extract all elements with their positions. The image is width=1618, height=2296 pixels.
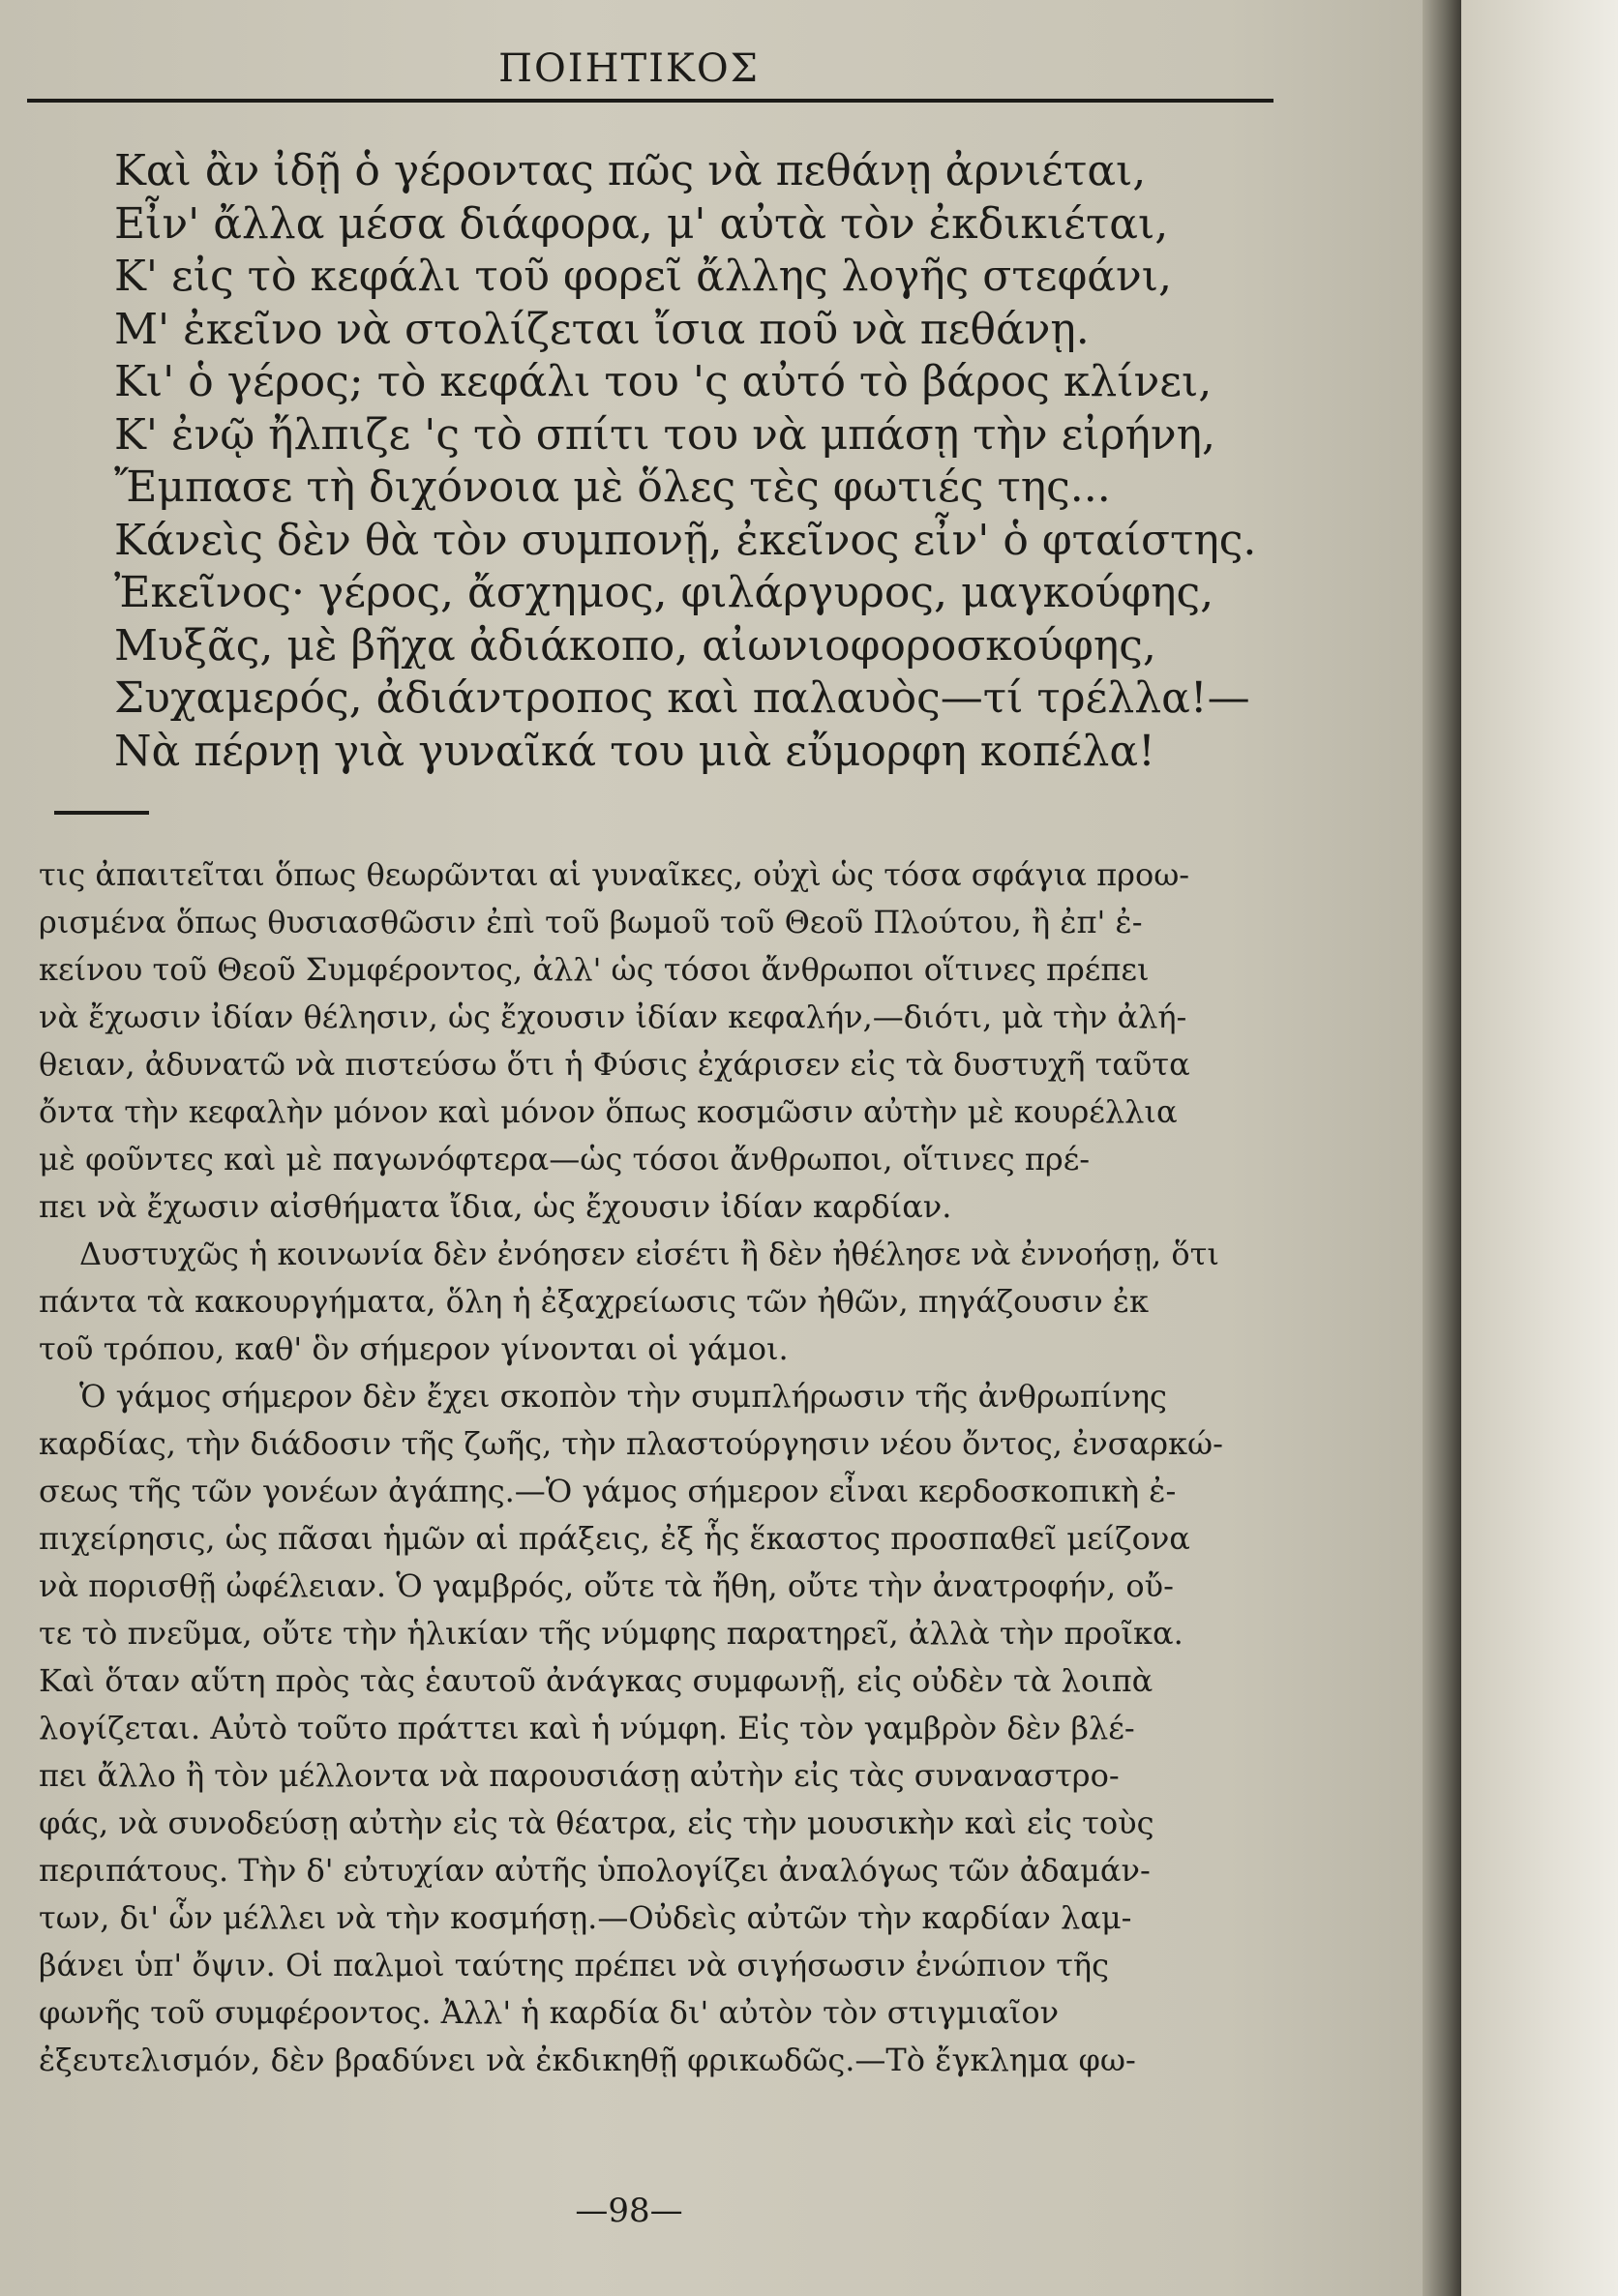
poem-line: Κ' εἰς τὸ κεφάλι τοῦ φορεῖ ἄλλης λογῆς στεφάνι, [114, 252, 1172, 301]
poem-line: Μ' ἐκεῖνο νὰ στολίζεται ἴσια ποῦ νὰ πεθάνῃ. [114, 304, 1090, 354]
prose-line: των, δι' ὧν μέλλει νὰ τὴν κοσμήσῃ.—Οὐδεὶς αὐτῶν τὴν καρδίαν λαμ- [39, 1899, 1132, 1936]
poem-block [114, 145, 1275, 778]
poem-line: Ἔμπασε τὴ διχόνοια μὲ ὅλες τὲς φωτιές της... [114, 462, 1111, 512]
prose-line: Ὁ γάμος σήμερον δὲν ἔχει σκοπὸν τὴν συμπλήρωσιν τῆς ἀνθρωπίνης [79, 1378, 1167, 1415]
prose-line: Δυστυχῶς ἡ κοινωνία δὲν ἐνόησεν εἰσέτι ἢ δὲν ἠθέλησε νὰ ἐννοήσῃ, ὅτι [79, 1236, 1219, 1272]
poem-line: Εἶν' ἄλλα μέσα διάφορα, μ' αὐτὰ τὸν ἐκδικιέται, [114, 198, 1169, 249]
poem-line: Κάνεὶς δὲν θὰ τὸν συμπονῇ, ἐκεῖνος εἶν' ὁ φταίστης. [114, 515, 1257, 565]
prose-line: φάς, νὰ συνοδεύσῃ αὐτὴν εἰς τὰ θέατρα, εἰς τὴν μουσικὴν καὶ εἰς τοὺς [39, 1804, 1154, 1841]
prose-line: πάντα τὰ κακουργήματα, ὅλη ἡ ἐξαχρείωσις τῶν ἠθῶν, πηγάζουσιν ἐκ [39, 1283, 1150, 1320]
poem-line: Ἐκεῖνος· γέρος, ἄσχημος, φιλάργυρος, μαγκούφης, [114, 568, 1214, 617]
page-number: —98— [575, 2192, 683, 2230]
book-gutter-shadow [1423, 0, 1461, 2296]
prose-line: περιπάτους. Τὴν δ' εὐτυχίαν αὐτῆς ὑπολογίζει ἀναλόγως τῶν ἀδαμάν- [39, 1852, 1151, 1889]
prose-line: θειαν, ἀδυνατῶ νὰ πιστεύσω ὅτι ἡ Φύσις ἐχάρισεν εἰς τὰ δυστυχῆ ταῦτα [39, 1046, 1190, 1083]
header-rule [27, 99, 1273, 103]
prose-line: κείνου τοῦ Θεοῦ Συμφέροντος, ἀλλ' ὡς τόσοι ἄνθρωποι οἵτινες πρέπει [39, 951, 1150, 988]
prose-line: νὰ ἔχωσιν ἰδίαν θέλησιν, ὡς ἔχουσιν ἰδίαν κεφαλήν,—διότι, μὰ τὴν ἀλή- [39, 999, 1187, 1035]
prose-line: τοῦ τρόπου, καθ' ὃν σήμερον γίνονται οἱ γάμοι. [39, 1330, 789, 1367]
prose-line: νὰ πορισθῇ ὠφέλειαν. Ὁ γαμβρός, οὔτε τὰ ἤθη, οὔτε τὴν ἀνατροφήν, οὔ- [39, 1567, 1174, 1604]
footnote-rule [54, 811, 149, 815]
prose-line: βάνει ὑπ' ὄψιν. Οἱ παλμοὶ ταύτης πρέπει νὰ σιγήσωσιν ἐνώπιον τῆς [39, 1947, 1110, 1983]
poem-line: Κ' ἐνῷ ἤλπιζε 'ς τὸ σπίτι του νὰ μπάσῃ τὴν εἰρήνη, [114, 409, 1215, 460]
prose-line: καρδίας, τὴν διάδοσιν τῆς ζωῆς, τὴν πλαστούργησιν νέου ὄντος, ἐνσαρκώ- [39, 1425, 1223, 1462]
prose-line: φωνῆς τοῦ συμφέροντος. Ἀλλ' ἡ καρδία δι' αὐτὸν τὸν στιγμιαῖον [39, 1994, 1060, 2031]
poem-line: Καὶ ἂν ἰδῇ ὁ γέροντας πῶς νὰ πεθάνῃ ἀρνιέται, [114, 146, 1147, 195]
prose-line: μὲ φοῦντες καὶ μὲ παγωνόφτερα—ὡς τόσοι ἄνθρωποι, οἵτινες πρέ- [39, 1141, 1091, 1178]
prose-line: ἐξευτελισμόν, δὲν βραδύνει νὰ ἐκδικηθῇ φρικωδῶς.—Τὸ ἔγκλημα φω- [39, 2042, 1136, 2078]
prose-line: ρισμένα ὅπως θυσιασθῶσιν ἐπὶ τοῦ βωμοῦ τοῦ Θεοῦ Πλούτου, ἢ ἐπ' ἐ- [39, 904, 1143, 940]
running-head: ΠΟΙΗΤΙΚΟΣ [498, 46, 760, 91]
poem-line: Μυξᾶς, μὲ βῆχα ἀδιάκοπο, αἰωνιοφοροσκούφης, [114, 620, 1156, 671]
prose-line: σεως τῆς τῶν γονέων ἀγάπης.—Ὁ γάμος σήμερον εἶναι κερδοσκοπικὴ ἐ- [39, 1473, 1177, 1509]
prose-line: λογίζεται. Αὐτὸ τοῦτο πράττει καὶ ἡ νύμφη. Εἰς τὸν γαμβρὸν δὲν βλέ- [39, 1710, 1135, 1746]
prose-block [39, 851, 1287, 2084]
prose-line: τις ἀπαιτεῖται ὅπως θεωρῶνται αἱ γυναῖκες, οὐχὶ ὡς τόσα σφάγια προω- [39, 856, 1190, 893]
poem-line: Νὰ πέρνῃ γιὰ γυναῖκά του μιὰ εὔμορφη κοπέλα! [114, 726, 1155, 776]
poem-line: Κι' ὁ γέρος; τὸ κεφάλι του 'ς αὐτό τὸ βάρος κλίνει, [114, 357, 1213, 406]
facing-page-edge [1461, 0, 1618, 2296]
prose-line: πει ἄλλο ἢ τὸν μέλλοντα νὰ παρουσιάσῃ αὐτὴν εἰς τὰς συναναστρο- [39, 1757, 1120, 1794]
prose-line: πει νὰ ἔχωσιν αἰσθήματα ἴδια, ὡς ἔχουσιν ἰδίαν καρδίαν. [39, 1188, 952, 1225]
poem-line: Συχαμερός, ἀδιάντροπος καὶ παλαυὸς—τί τρέλλα!— [114, 673, 1250, 723]
prose-line: ὄντα τὴν κεφαλὴν μόνον καὶ μόνον ὅπως κοσμῶσιν αὐτὴν μὲ κουρέλλια [39, 1093, 1178, 1130]
prose-line: πιχείρησις, ὡς πᾶσαι ἡμῶν αἱ πράξεις, ἐξ ἧς ἕκαστος προσπαθεῖ μείζονα [39, 1520, 1190, 1557]
prose-line: Καὶ ὅταν αὕτη πρὸς τὰς ἑαυτοῦ ἀνάγκας συμφωνῇ, εἰς οὐδὲν τὰ λοιπὰ [39, 1662, 1154, 1699]
prose-line: τε τὸ πνεῦμα, οὔτε τὴν ἡλικίαν τῆς νύμφης παρατηρεῖ, ἀλλὰ τὴν προῖκα. [39, 1615, 1184, 1652]
